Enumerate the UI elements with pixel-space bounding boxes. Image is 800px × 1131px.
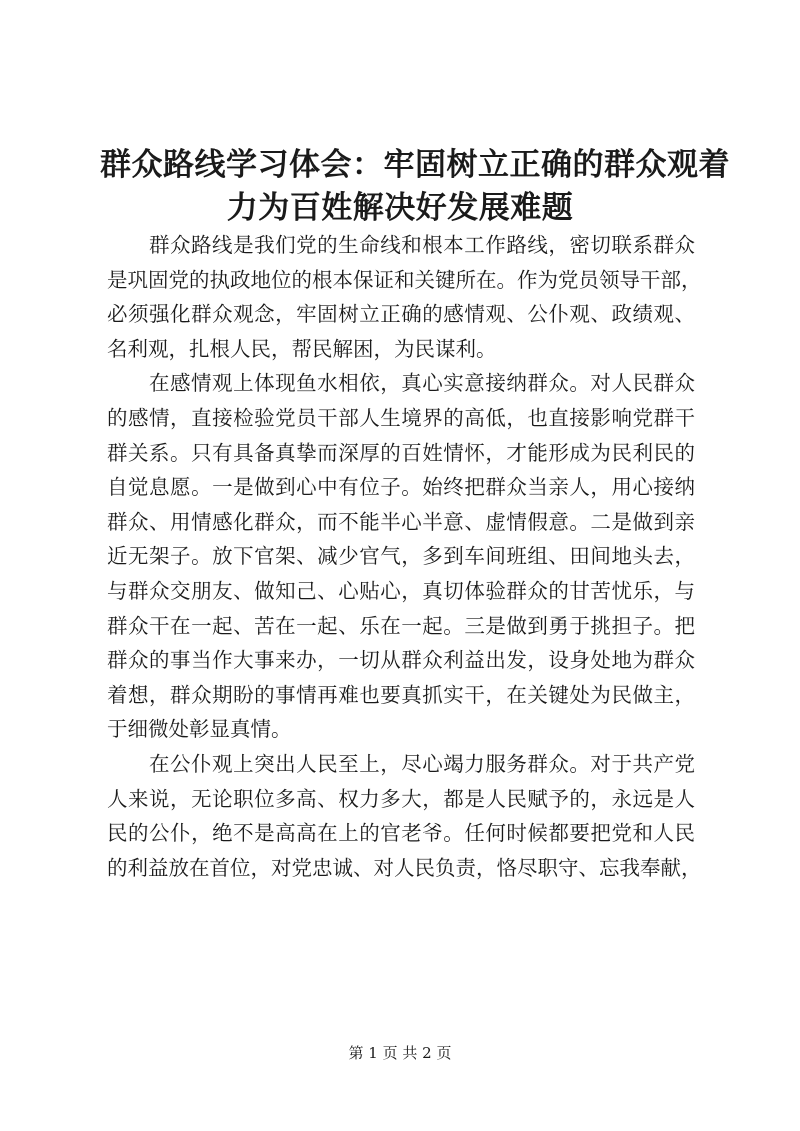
text-line: 在公仆观上突出人民至上，尽心竭力服务群众。对于共产党 [149,751,695,776]
text-line: 民的公仆，绝不是高高在上的官老爷。任何时候都要把党和人民 [107,821,695,846]
text-line: 群众的事当作大事来办，一切从群众利益出发，设身处地为群众 [107,648,695,673]
page-footer: 第 1 页 共 2 页 [348,1044,452,1062]
text-line: 于细微处彰显真情。 [107,717,292,742]
text-line: 必须强化群众观念，牢固树立正确的感情观、公仆观、政绩观、 [107,302,695,327]
text-line: 的感情，直接检验党员干部人生境界的高低，也直接影响党群干 [107,405,695,430]
title-line: 群众路线学习体会：牢固树立正确的群众观着 [100,147,730,183]
text-line: 自觉息愿。一是做到心中有位子。始终把群众当亲人，用心接纳 [107,475,695,500]
text-line: 群关系。只有具备真挚而深厚的百姓情怀，才能形成为民利民的 [107,440,695,465]
text-line: 群众路线是我们党的生命线和根本工作路线，密切联系群众 [149,233,695,257]
text-line: 与群众交朋友、做知己、心贴心，真切体验群众的甘苦忧乐，与 [107,578,695,603]
document-body [107,228,702,885]
text-line: 着想，群众期盼的事情再难也要真抓实干，在关键处为民做主， [107,682,695,707]
text-line: 近无架子。放下官架、减少官气，多到车间班组、田间地头去， [107,544,695,569]
text-line: 人来说，无论职位多高、权力多大，都是人民赋予的，永远是人 [107,786,695,811]
paragraph-3 [107,747,702,885]
title-line: 力为百姓解决好发展难题 [226,190,574,226]
paragraph-2 [107,366,695,747]
paragraph-1 [107,228,702,366]
text-line: 是巩固党的执政地位的根本保证和关键所在。作为党员领导干部， [107,267,702,292]
document-title [100,144,730,230]
text-line: 的利益放在首位，对党忠诚、对人民负责，恪尽职守、忘我奉献， [107,855,702,880]
text-line: 在感情观上体现鱼水相依，真心实意接纳群众。对人民群众 [149,371,695,396]
text-line: 名利观，扎根人民，帮民解困，为民谋利。 [107,336,497,361]
text-line: 群众、用情感化群众，而不能半心半意、虚情假意。二是做到亲 [107,509,695,534]
text-line: 群众干在一起、苦在一起、乐在一起。三是做到勇于挑担子。把 [107,613,695,638]
